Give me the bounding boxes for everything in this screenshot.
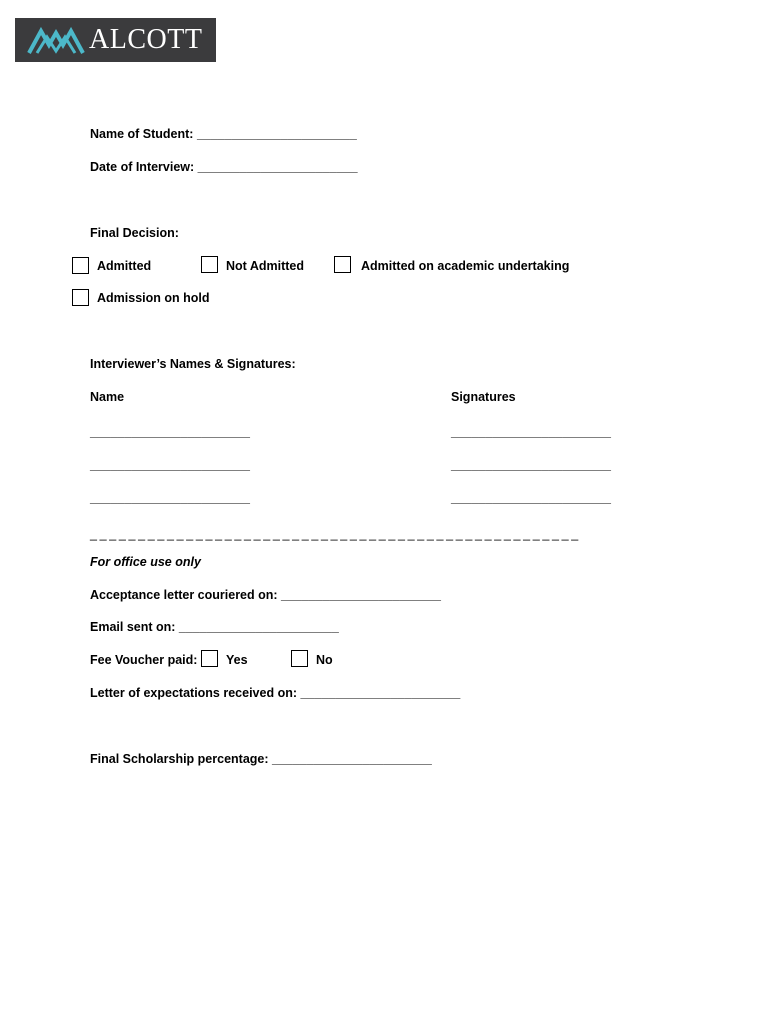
not-admitted-checkbox[interactable] <box>201 256 218 273</box>
admission-on-hold-label: Admission on hold <box>97 291 210 305</box>
admitted-label: Admitted <box>97 259 152 273</box>
not-admitted-label: Not Admitted <box>226 259 304 273</box>
dashed-divider: _ _ _ _ _ _ _ _ _ _ _ _ _ _ _ _ _ _ _ _ _ _ _ _ _ _ _ _ _ _ _ _ _ _ _ _ _ _ _ _ _ _ _ _ _ _ _ _ _ _ _ <box>90 527 578 541</box>
fee-yes-label: Yes <box>226 653 248 667</box>
admitted-undertaking-checkbox[interactable] <box>334 256 351 273</box>
acceptance-letter-field[interactable]: Acceptance letter couriered on: _______________________ <box>90 588 441 602</box>
admitted-checkbox[interactable] <box>72 257 89 274</box>
interview-date-field[interactable]: Date of Interview: _______________________ <box>90 160 358 174</box>
final-decision-heading: Final Decision: <box>90 226 179 240</box>
interviewer-signature-line[interactable]: _______________________ <box>451 458 611 472</box>
interviewer-name-line[interactable]: _______________________ <box>90 491 250 505</box>
student-name-field[interactable]: Name of Student: _______________________ <box>90 127 357 141</box>
fee-voucher-label: Fee Voucher paid: <box>90 653 198 667</box>
interviewer-signature-line[interactable]: _______________________ <box>451 425 611 439</box>
email-sent-field[interactable]: Email sent on: _______________________ <box>90 620 339 634</box>
fee-no-label: No <box>316 653 333 667</box>
signature-column-header: Signatures <box>451 390 516 404</box>
name-column-header: Name <box>90 390 125 404</box>
fee-yes-checkbox[interactable] <box>201 650 218 667</box>
alcott-logo <box>15 18 216 62</box>
interviewer-name-line[interactable]: _______________________ <box>90 458 250 472</box>
admitted-undertaking-label: Admitted on academic undertaking <box>361 259 570 273</box>
scholarship-percentage-field[interactable]: Final Scholarship percentage: _______________________ <box>90 752 432 766</box>
interviewer-name-line[interactable]: _______________________ <box>90 425 250 439</box>
alcott-mountain-logo-icon <box>27 23 85 57</box>
brand-name: ALCOTT <box>89 24 203 55</box>
admission-on-hold-checkbox[interactable] <box>72 289 89 306</box>
office-use-heading: For office use only <box>90 555 201 569</box>
fee-no-checkbox[interactable] <box>291 650 308 667</box>
expectations-letter-field[interactable]: Letter of expectations received on: _______________________ <box>90 686 461 700</box>
interviewers-heading: Interviewer’s Names & Signatures: <box>90 357 296 371</box>
interviewer-signature-line[interactable]: _______________________ <box>451 491 611 505</box>
